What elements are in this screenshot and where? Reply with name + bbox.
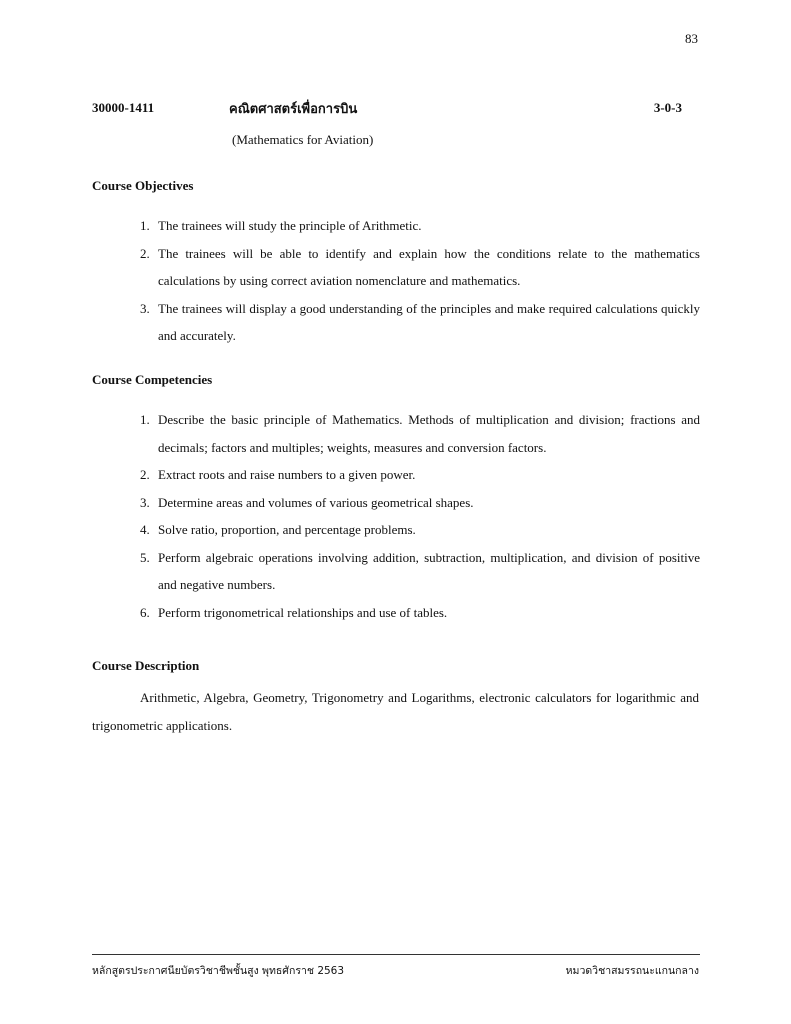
course-header	[92, 100, 699, 120]
list-item	[140, 516, 700, 544]
list-item	[140, 544, 700, 599]
list-item-number: 1.	[140, 218, 150, 233]
list-item-text: The trainees will display a good understanding of the principles and make required calculations quickly and accurately.	[158, 300, 700, 343]
course-code: 30000-1411	[92, 100, 155, 115]
course-credits: 3-0-3	[653, 100, 682, 115]
list-item-number: 5.	[140, 549, 150, 565]
list-item	[140, 240, 700, 295]
competencies-list	[140, 406, 700, 626]
course-title-english: (Mathematics for Aviation)	[232, 132, 374, 147]
description-text: Arithmetic, Algebra, Geometry, Trigonometry and Logarithms, electronic calculators for logarithmic and trigonometric applications.	[92, 690, 699, 733]
list-item-text: Perform algebraic operations involving addition, subtraction, multiplication, and division of positive and negative numbers.	[158, 549, 700, 592]
list-item-number: 6.	[140, 604, 150, 620]
objectives-list	[140, 212, 700, 350]
footer-divider	[92, 954, 700, 955]
list-item-text: Solve ratio, proportion, and percentage problems.	[158, 522, 416, 537]
footer-category: หมวดวิชาสมรรถนะแกนกลาง	[565, 965, 699, 977]
list-item-number: 4.	[140, 522, 150, 537]
description-heading: Course Description	[92, 658, 200, 673]
list-item-text: The trainees will be able to identify and explain how the conditions relate to the mathematics calculations by using correct aviation nomenclature and mathematics.	[158, 245, 700, 288]
list-item-number: 3.	[140, 300, 150, 316]
footer-curriculum: หลักสูตรประกาศนียบัตรวิชาชีพชั้นสูง พุทธศักราช 2563	[92, 965, 345, 977]
list-item-text: Describe the basic principle of Mathematics. Methods of multiplication and division; fractions and decimals; factors and multiples; weights, measures and conversion factors.	[158, 412, 700, 455]
list-item-text: The trainees will study the principle of Arithmetic.	[158, 218, 422, 233]
list-item	[140, 599, 700, 627]
objectives-heading: Course Objectives	[92, 178, 194, 193]
list-item-number: 2.	[140, 467, 150, 482]
list-item-number: 1.	[140, 412, 150, 427]
competencies-heading: Course Competencies	[92, 372, 213, 387]
list-item	[140, 212, 700, 240]
list-item-number: 2.	[140, 245, 150, 261]
list-item-text: Extract roots and raise numbers to a given power.	[158, 467, 416, 482]
list-item	[140, 295, 700, 350]
list-item-number: 3.	[140, 494, 150, 510]
list-item	[140, 406, 700, 461]
list-item	[140, 461, 700, 489]
list-item-text: Determine areas and volumes of various geometrical shapes.	[158, 494, 474, 510]
list-item-text: Perform trigonometrical relationships and use of tables.	[158, 604, 448, 620]
list-item	[140, 489, 700, 517]
page-number: 83	[685, 31, 698, 46]
course-title-thai: คณิตศาสตร์เพื่อการบิน	[229, 102, 358, 117]
